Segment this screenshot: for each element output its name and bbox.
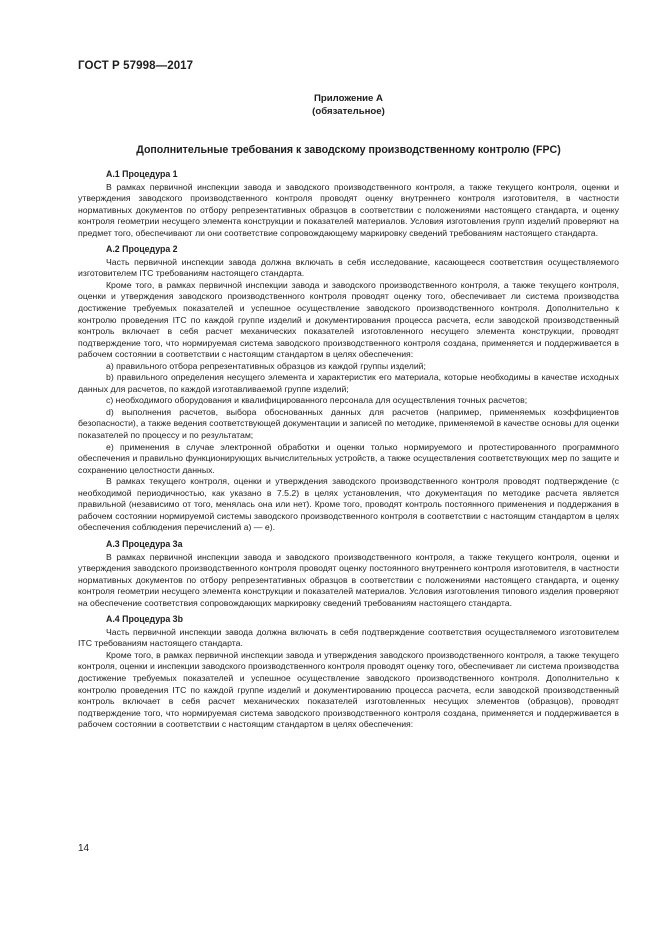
page-number: 14 bbox=[78, 843, 90, 854]
list-item: d) выполнения расчетов, выбора обоснованных данных для расчетов (например, применяемых коэффициентов безопасности), а также ведения соответствующей документации и записей по методике, применяемой в качестве основы для оценки показателей по процессу и по результатам; bbox=[78, 406, 619, 441]
paragraph: Кроме того, в рамках первичной инспекции завода и заводского производственного контроля, а также текущего контроля, оценки и утверждения заводского производственного контроля проводят оценку того, обеспечивает ли система производства достижение требуемых показателей и успешное осуществление заводского производственного контроля. Дополнительно к контролю проведения ITC по каждой группе изделий и документирования процесса расчета, если заводской производственный контроль включает в себя расчет механических показателей изготовленного несущего элемента конструкции, проводят подтверждение того, что нормируемая система заводского производственного контроля создана, применяется и поддерживается в рабочем состоянии в соответствии с настоящим стандартом в целях обеспечения: bbox=[78, 279, 619, 360]
paragraph: В рамках первичной инспекции завода и заводского производственного контроля, а также текущего контроля, оценки и утверждения заводского производственного контроля проводят оценку внутреннего контроля изготовителя, в частности нормативных документов по отбору репрезентативных образцов в соответствии с положениями настоящего стандарта, и оценку контроля геометрии несущего элемента конструкции и показателей материалов. Условия изготовления групп изделий проверяют на предмет того, обеспечивают ли они соответствие сопровождающему маркировку сведений требованиям настоящего стандарта. bbox=[78, 181, 619, 238]
section-heading: А.3 Процедура 3а bbox=[106, 538, 183, 549]
paragraph: Часть первичной инспекции завода должна включать в себя исследование, касающееся соответствия осуществляемого изготовителем ITC требованиям настоящего стандарта. bbox=[78, 256, 619, 279]
list-item: b) правильного определения несущего элемента и характеристик его материала, которые необходимы в качестве исходных данных для расчетов, по каждой изготавливаемой группе изделий; bbox=[78, 372, 619, 394]
document-body bbox=[78, 168, 619, 731]
main-heading: Дополнительные требования к заводскому производственному контролю (FPC) bbox=[136, 144, 561, 156]
section-heading: А.4 Процедура 3b bbox=[106, 614, 183, 625]
list-item: e) применения в случае электронной обработки и оценки только нормируемого и протестированного программного обеспечения и правильно функционирующих вычислительных устройств, а также осуществления соответствующих мер по защите и сохранению целостности данных. bbox=[78, 441, 619, 475]
list-item: c) необходимого оборудования и квалифицированного персонала для осуществления точных расчетов; bbox=[106, 395, 528, 406]
section-heading: А.1 Процедура 1 bbox=[106, 169, 178, 179]
list-item: a) правильного отбора репрезентативных образцов из каждой группы изделий; bbox=[106, 360, 426, 371]
paragraph: В рамках первичной инспекции завода и заводского производственного контроля, а также текущего контроля, оценки и утверждения заводского производственного контроля проводят оценку постоянного внутреннего контроля изготовителя, в частности нормативных документов по отбору репрезентативных образцов в соответствии с положениями настоящего стандарта, и оценку контроля геометрии несущего элемента конструкции и показателей материалов. Условия изготовления типового изделия проверяют на обеспечение соответствия сопровождающих маркировку сведений требованиям настоящего стандарта. bbox=[78, 551, 619, 608]
paragraph: Кроме того, в рамках первичной инспекции завода и утверждения заводского производственного контроля, а также текущего контроля, оценки и инспекции заводского производственного контроля проводят оценку того, обеспечивает ли система производства достижение требуемых показателей и успешное осуществление заводского производственного контроля. Дополнительно к контролю проведения ITC по каждой группе изделий и документированию процесса расчета, если заводской производственный контроль включает в себя расчет механических показателей изготовленных несущих элементов (образцов), проводят подтверждение того, что нормируемая система заводского производственного контроля создана, применяется и поддерживается в рабочем состоянии в соответствии с настоящим стандартом в целях обеспечения: bbox=[78, 649, 619, 730]
paragraph: Часть первичной инспекции завода должна включать в себя подтверждение соответствия осуществляемого изготовителем ITC требованиям настоящего стандарта. bbox=[78, 626, 619, 649]
standard-code: ГОСТ Р 57998—2017 bbox=[78, 60, 194, 72]
paragraph: В рамках текущего контроля, оценки и утверждения заводского производственного контроля проводят подтверждение (с необходимой периодичностью, как указано в 7.5.2) в целях установления, что документация по методике расчета является правильной (независимо от того, менялась она или нет). Кроме того, проводят контроль постоянного применения и поддержания в рабочем состоянии нормируемой системы заводского производственного контроля в соответствии с настоящим стандартом в целях обеспечения соблюдения перечислений а) — е). bbox=[78, 476, 619, 533]
appendix-status: (обязательное) bbox=[312, 106, 385, 117]
appendix-title: Приложение А bbox=[314, 93, 383, 104]
section-heading: А.2 Процедура 2 bbox=[106, 244, 178, 255]
